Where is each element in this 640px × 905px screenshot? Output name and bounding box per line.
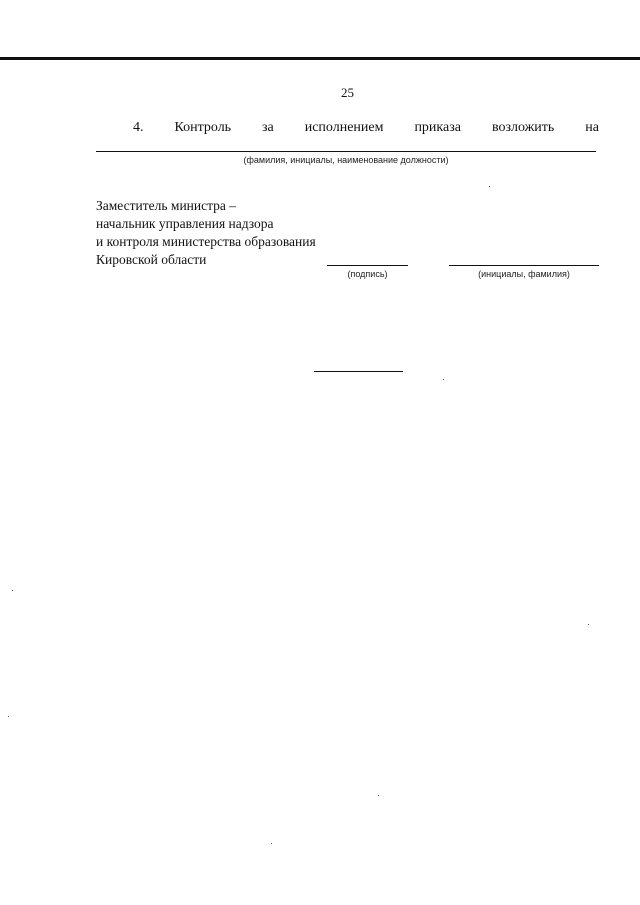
- scan-speck: [489, 186, 490, 187]
- clause-word: Контроль: [174, 120, 232, 135]
- signature-fill-line: [327, 265, 408, 266]
- signer-line: Кировской области: [96, 252, 207, 267]
- clause-word: за: [262, 120, 274, 135]
- scan-speck: [378, 795, 379, 796]
- clause-word: возложить: [491, 120, 555, 135]
- scan-speck: [271, 843, 272, 844]
- clause-word: приказа: [414, 120, 461, 135]
- clause-word: исполнением: [304, 120, 384, 135]
- name-caption: (инициалы, фамилия): [478, 269, 570, 279]
- signer-title: [96, 197, 316, 269]
- scan-speck: [443, 379, 444, 380]
- bottom-rule: [314, 371, 403, 372]
- clause-number: 4.: [133, 120, 144, 135]
- signer-line: и контроля министерства образования: [96, 234, 316, 249]
- scan-speck: [588, 624, 589, 625]
- clause-4: [133, 120, 599, 136]
- clause-word: на: [585, 120, 599, 135]
- scan-speck: [12, 590, 13, 591]
- signature-caption: (подпись): [347, 269, 388, 279]
- assignee-fill-line: [96, 151, 596, 152]
- page-number: 25: [341, 85, 354, 100]
- assignee-caption: (фамилия, инициалы, наименование должности): [243, 155, 449, 165]
- header-rule: [0, 57, 640, 60]
- name-fill-line: [449, 265, 599, 266]
- signer-line: Заместитель министра –: [96, 198, 237, 213]
- signer-line: начальник управления надзора: [96, 216, 274, 231]
- scan-speck: [8, 716, 9, 717]
